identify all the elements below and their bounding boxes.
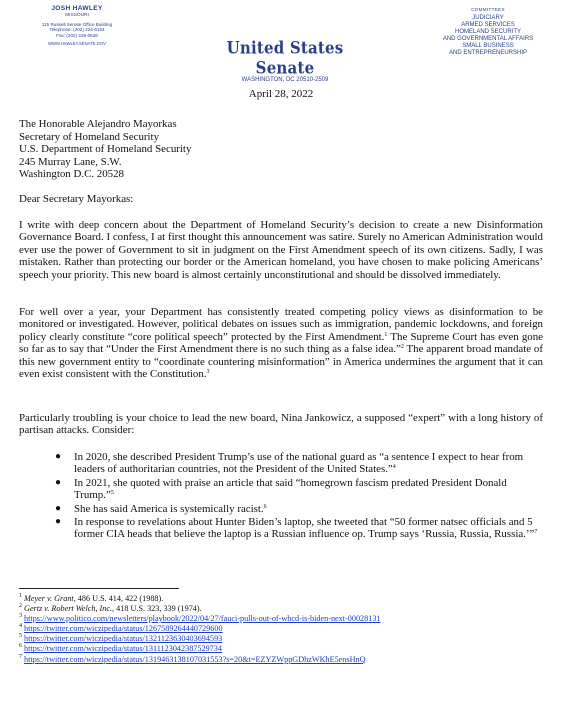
- office-telephone: Telephone: (202) 224-6154: [49, 27, 105, 33]
- footnote-number: 3: [19, 613, 22, 620]
- case-name: Gertz v. Robert Welch, Inc.: [24, 604, 113, 614]
- letterhead-committees-block: [418, 7, 558, 58]
- salutation: Dear Secretary Mayorkas:: [19, 193, 134, 205]
- paragraph-1: I write with deep concern about the Department of Homeland Security’s decision to create a new Disinformation Governance Board. I confess, I at first thought this announcement was satire. Surely no American Administration would ever use the power of Government to sit in judgment on the First Amendment speech of its own citizens. Sadly, I was mistaken. Rather than protecting our border or the American homeland, you have chosen to make policing Americans’ speech your priority. This new board is almost certainly unconstitutional and should be dissolved immediately.: [19, 219, 543, 281]
- senator-state: MISSOURI: [65, 12, 89, 18]
- footnote-number: 1: [19, 593, 22, 599]
- case-citation: , 486 U.S. 414, 422 (1988).: [73, 594, 164, 603]
- bullet-text: In 2021, she quoted with praise an article that said “homegrown fascism predated President Donald Trump.”: [74, 476, 507, 502]
- bullet-text: She has said America is systemically racist.: [74, 502, 264, 515]
- letter-date: April 28, 2022: [248, 88, 314, 100]
- footnote-ref: 2: [400, 344, 404, 351]
- list-item: [47, 451, 542, 476]
- address-line: U.S. Department of Homeland Security: [19, 143, 192, 156]
- footnotes: [19, 594, 549, 665]
- address-line: The Honorable Alejandro Mayorkas: [19, 118, 177, 130]
- committee-item: AND ENTREPRENEURSHIP: [448, 50, 527, 57]
- footnote-link[interactable]: https://twitter.com/wiczipedia/status/1319463138107031553?s=20&t=EZYZWppGDhzWKhE5ensHnQ: [24, 654, 366, 664]
- bullet-icon: ●: [55, 476, 62, 488]
- footnote-number: 5: [19, 633, 22, 640]
- footnote-ref: 3: [206, 369, 210, 376]
- office-fax: Fax: (202) 228-0526: [56, 32, 98, 38]
- case-citation: , 418 U.S. 323, 339 (1974).: [112, 604, 202, 614]
- senator-name: JOSH HAWLEY: [51, 5, 103, 12]
- bullet-text: In response to revelations about Hunter Biden’s laptop, she tweeted that “50 former natsec officials and 5 former CIA heads that believe the laptop is a Russian influence op. Trump says ‘Russia, Russia, Russia.’”: [74, 516, 535, 541]
- paragraph-2-part-b: The Supreme Court has even gone so far as to say that “Under the First Amendment there is no such thing as a false idea.”: [19, 330, 543, 356]
- footnote: [19, 655, 549, 665]
- letterhead-senate-block: [195, 40, 375, 83]
- bullet-icon: ●: [55, 516, 62, 528]
- committee-item: JUDICIARY: [472, 14, 504, 21]
- footnote: [19, 644, 549, 654]
- address-line: 245 Murray Lane, S.W.: [19, 155, 122, 168]
- footnote-ref: 4: [392, 464, 396, 471]
- case-name: Meyer v. Grant: [24, 594, 74, 603]
- list-item: [47, 516, 542, 541]
- committee-item: AND GOVERNMENTAL AFFAIRS: [442, 36, 534, 43]
- letterhead-senator-block: [22, 5, 132, 47]
- footnote-ref: 7: [534, 529, 538, 536]
- footnote: [19, 624, 549, 634]
- footnote-link[interactable]: https://twitter.com/wiczipedia/status/1311123042387529734: [24, 644, 222, 654]
- footnote: [19, 614, 549, 624]
- senator-website: WWW.HAWLEY.SENATE.GOV: [48, 40, 106, 46]
- bullet-icon: ●: [55, 502, 62, 514]
- list-item: [47, 477, 542, 502]
- footnote: [19, 604, 549, 614]
- footnote: [19, 634, 549, 644]
- footnote-ref: 1: [384, 331, 388, 338]
- footnote-number: 6: [19, 643, 22, 650]
- address-line: Washington D.C. 20528: [19, 168, 125, 181]
- recipient-address: [19, 118, 543, 181]
- committees-heading: COMMITTEES: [471, 7, 505, 12]
- footnote-number: 2: [19, 603, 22, 610]
- paragraph-3: Particularly troubling is your choice to lead the new board, Nina Jankowicz, a supposed “expert” with a long history of partisan attacks. Consider:: [19, 412, 543, 437]
- committee-item: ARMED SERVICES: [461, 21, 515, 28]
- list-item: [47, 503, 542, 515]
- committee-item: SMALL BUSINESS: [462, 43, 514, 50]
- address-line: Secretary of Homeland Security: [19, 130, 160, 143]
- committee-item: HOMELAND SECURITY: [454, 28, 521, 35]
- footnote-link[interactable]: https://www.politico.com/newsletters/playbook/2022/04/27/fauci-pulls-out-of-whcd-is-biden-next-00028131: [24, 614, 381, 624]
- footnote-number: 7: [19, 653, 22, 660]
- footnote-divider: [19, 588, 179, 589]
- paragraph-2: [19, 306, 543, 380]
- office-address: 115 Russell Senate Office Building: [41, 22, 113, 28]
- footnote-number: 4: [19, 623, 22, 630]
- bullet-list: [47, 451, 542, 542]
- paragraph-2-part-a: For well over a year, your Department has consistently treated competing policy views as disinformation to be monitored or investigated. However, political debates on issues such as immigration, pandemic lockdowns, and foreign policy clearly constitute “core political speech” protected by the First Amendment.: [19, 306, 543, 343]
- bullet-icon: ●: [55, 451, 62, 462]
- footnote-link[interactable]: https://twitter.com/wiczipedia/status/1321123630403694593: [24, 634, 223, 644]
- footnote-ref: 6: [263, 503, 267, 510]
- footnote-ref: 5: [110, 490, 114, 497]
- senate-title: United States Senate: [226, 38, 344, 78]
- senate-city: WASHINGTON, DC 20510-2509: [241, 77, 329, 83]
- footnote-link[interactable]: https://twitter.com/wiczipedia/status/1267589264440729600: [24, 624, 223, 634]
- paragraph-2-part-c: The apparent broad mandate of this new government entity to “coordinate countering misinformation” in America undermines the argument that it can even exist consistent with the Constitution.: [19, 343, 543, 381]
- footnote: [19, 594, 549, 604]
- bullet-text: In 2020, she described President Trump’s use of the national guard as “a sentence I expect to hear from leaders of authoritarian countries, not the President of the United States.”: [74, 451, 524, 476]
